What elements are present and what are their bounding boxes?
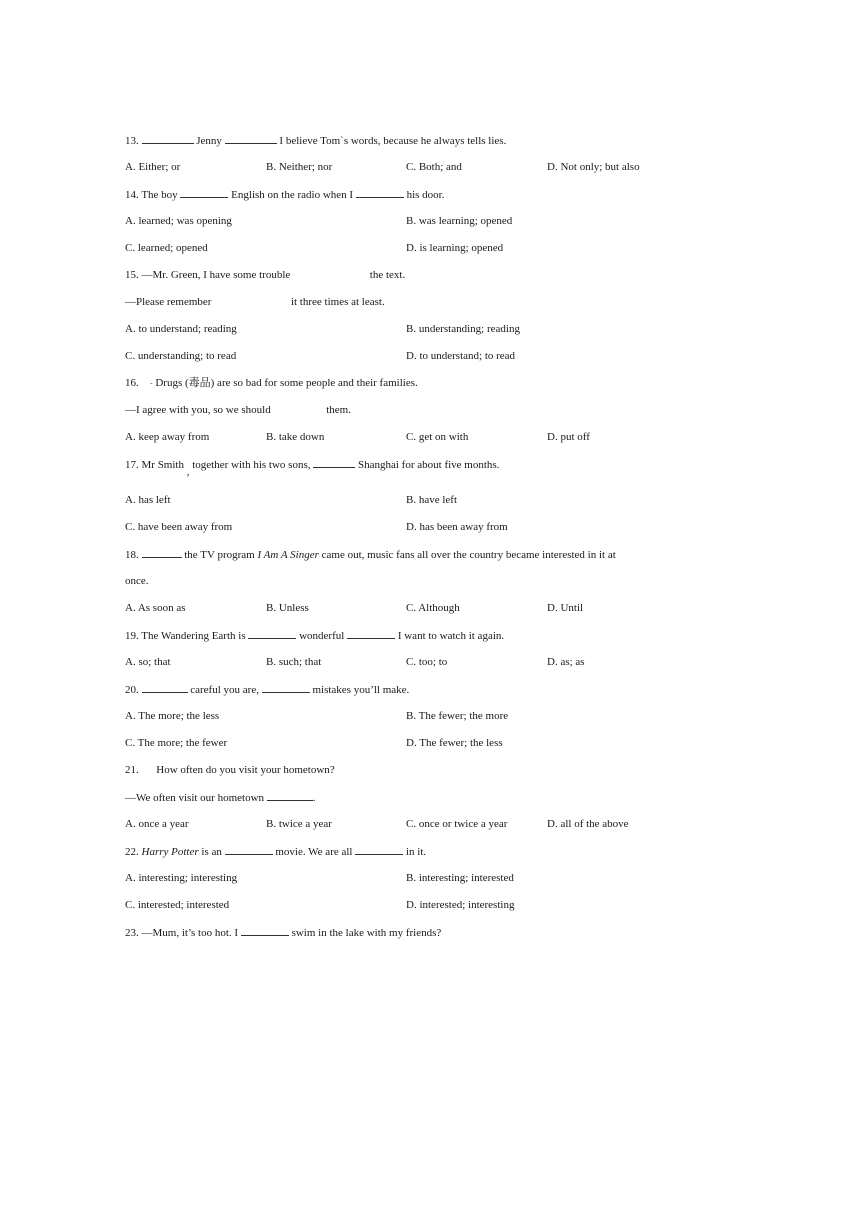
option-c[interactable]: C. The more; the fewer: [125, 737, 228, 749]
option-b[interactable]: B. Neither; nor: [266, 161, 333, 173]
option-b[interactable]: B. twice a year: [266, 818, 332, 830]
option-c[interactable]: C. too; to: [406, 656, 448, 668]
movie-title: Harry Potter: [141, 846, 199, 858]
question-18-cont: [125, 574, 149, 588]
question-14: [125, 187, 444, 202]
question-text: Drugs (毒品) are so bad for some people and their families.: [155, 377, 418, 389]
question-21-reply: [125, 790, 316, 805]
options-16: [125, 430, 745, 444]
question-21: [125, 763, 335, 777]
option-c[interactable]: C. have been away from: [125, 521, 233, 533]
question-text: English on the radio when I: [231, 189, 354, 201]
option-a[interactable]: A. to understand; reading: [125, 323, 237, 335]
option-a[interactable]: A. once a year: [125, 818, 189, 830]
question-text: Jenny: [196, 135, 222, 147]
answer-blank: [180, 187, 228, 198]
question-text: The boy: [141, 189, 178, 201]
option-c[interactable]: C. Although: [406, 602, 460, 614]
question-text: Shanghai for about five months.: [357, 459, 500, 471]
option-b[interactable]: B. The fewer; the more: [406, 710, 509, 722]
answer-blank: [142, 682, 188, 693]
answer-blank: [313, 457, 355, 468]
question-text: the text.: [369, 269, 406, 281]
option-b[interactable]: B. have left: [406, 494, 458, 506]
question-text: wonderful: [299, 630, 345, 642]
question-text: them.: [326, 404, 351, 416]
question-text: —Please remember: [125, 296, 212, 308]
option-b[interactable]: B. take down: [266, 431, 325, 443]
option-a[interactable]: A. learned; was opening: [125, 215, 232, 227]
answer-blank: [225, 844, 273, 855]
options-21: [125, 817, 745, 831]
option-b[interactable]: B. was learning; opened: [406, 215, 513, 227]
question-text: came out, music fans all over the country became interested in it at: [321, 549, 616, 561]
question-text: is an: [201, 846, 222, 858]
options-22-row2: [125, 898, 745, 912]
answer-blank: [142, 547, 182, 558]
option-d[interactable]: D. is learning; opened: [406, 242, 504, 254]
question-text: once.: [125, 575, 149, 587]
option-d[interactable]: D. The fewer; the less: [406, 737, 503, 749]
option-d[interactable]: D. put off: [547, 431, 590, 443]
program-title: I Am A Singer: [257, 549, 319, 561]
options-20-row1: [125, 709, 745, 723]
question-text: —We often visit our hometown: [125, 792, 265, 804]
answer-blank: [262, 682, 310, 693]
option-a[interactable]: A. Either; or: [125, 161, 181, 173]
answer-blank: [142, 133, 194, 144]
options-18: [125, 601, 745, 615]
question-20: [125, 682, 409, 697]
option-a[interactable]: A. so; that: [125, 656, 171, 668]
options-14-row2: [125, 241, 745, 255]
question-text: it three times at least.: [290, 296, 385, 308]
question-text: in it.: [405, 846, 427, 858]
option-d[interactable]: D. Until: [547, 602, 584, 614]
question-text: mistakes you’ll make.: [312, 684, 410, 696]
option-b[interactable]: B. such; that: [266, 656, 322, 668]
option-d[interactable]: D. Not only; but also: [547, 161, 640, 173]
stray-mark: ,: [186, 466, 190, 478]
option-c[interactable]: C. interested; interested: [125, 899, 230, 911]
question-number: 21.: [125, 764, 139, 776]
option-a[interactable]: A. The more; the less: [125, 710, 220, 722]
question-text: the TV program: [184, 549, 255, 561]
option-a[interactable]: A. has left: [125, 494, 171, 506]
option-a[interactable]: A. As soon as: [125, 602, 186, 614]
question-text: his door.: [406, 189, 445, 201]
question-15: [125, 268, 405, 282]
option-d[interactable]: D. as; as: [547, 656, 585, 668]
option-a[interactable]: A. interesting; interesting: [125, 872, 238, 884]
question-18: [125, 547, 616, 562]
option-b[interactable]: B. Unless: [266, 602, 309, 614]
options-17-row1: [125, 493, 745, 507]
answer-blank: [225, 133, 277, 144]
question-22: [125, 844, 426, 859]
question-number: 22.: [125, 846, 139, 858]
option-c[interactable]: C. understanding; to read: [125, 350, 237, 362]
question-text: How often do you visit your hometown?: [156, 764, 335, 776]
answer-blank: [356, 187, 404, 198]
option-c[interactable]: C. once or twice a year: [406, 818, 508, 830]
option-d[interactable]: D. has been away from: [406, 521, 508, 533]
question-23: [125, 925, 441, 940]
question-text: I want to watch it again.: [397, 630, 505, 642]
question-15-reply: [125, 295, 385, 309]
question-number: 14.: [125, 189, 139, 201]
question-17: [125, 457, 500, 478]
question-text: I believe Tom`s words, because he always tells lies.: [279, 135, 507, 147]
option-d[interactable]: D. all of the above: [547, 818, 629, 830]
question-text: 15. —Mr. Green, I have some trouble: [125, 269, 291, 281]
options-19: [125, 655, 745, 669]
question-text: 23. —Mum, it’s too hot. I: [125, 927, 239, 939]
question-text: 17. Mr Smith: [125, 459, 184, 471]
answer-blank: [248, 628, 296, 639]
option-b[interactable]: B. understanding; reading: [406, 323, 520, 335]
question-text: —I agree with you, so we should: [125, 404, 271, 416]
question-19: [125, 628, 504, 643]
answer-blank: [347, 628, 395, 639]
options-15-row2: [125, 349, 745, 363]
option-c[interactable]: C. learned; opened: [125, 242, 208, 254]
options-20-row2: [125, 736, 745, 750]
options-13: [125, 160, 745, 174]
question-number: 13.: [125, 135, 139, 147]
option-c[interactable]: C. Both; and: [406, 161, 462, 173]
answer-blank: [355, 844, 403, 855]
question-16-reply: [125, 403, 351, 417]
question-text: together with his two sons,: [192, 459, 311, 471]
question-text: movie. We are all: [275, 846, 353, 858]
answer-blank: [241, 925, 289, 936]
question-number: 20.: [125, 684, 139, 696]
option-d[interactable]: D. interested; interesting: [406, 899, 515, 911]
question-16: [125, 376, 418, 390]
question-text: swim in the lake with my friends?: [291, 927, 442, 939]
option-b[interactable]: B. interesting; interested: [406, 872, 514, 884]
question-text: .: [312, 792, 316, 804]
answer-blank: [267, 790, 313, 801]
options-14-row1: [125, 214, 745, 228]
options-22-row1: [125, 871, 745, 885]
options-15-row1: [125, 322, 745, 336]
question-number: 16.: [125, 377, 139, 389]
question-text: 19. The Wandering Earth is: [125, 630, 246, 642]
option-d[interactable]: D. to understand; to read: [406, 350, 516, 362]
option-c[interactable]: C. get on with: [406, 431, 469, 443]
question-number: 18.: [125, 549, 139, 561]
stray-mark: -: [150, 379, 153, 387]
options-17-row2: [125, 520, 745, 534]
question-13: [125, 133, 506, 148]
question-text: careful you are,: [190, 684, 259, 696]
option-a[interactable]: A. keep away from: [125, 431, 210, 443]
